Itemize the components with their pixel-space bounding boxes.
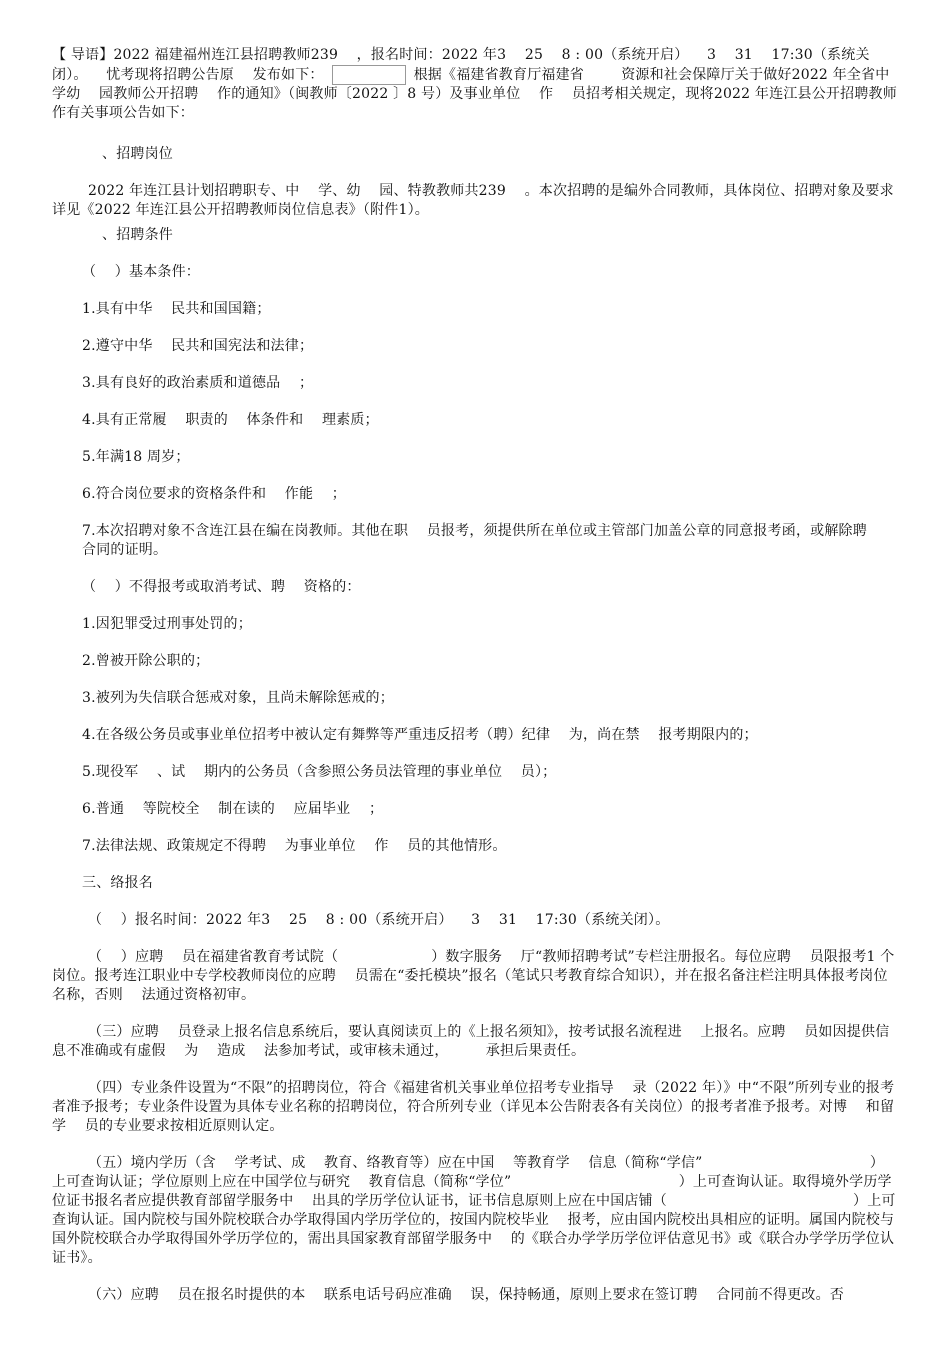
- list-item: （ ）报名时间：2022 年3 25 8 : 00（系统开启） 3 31 17:30（系统关闭）。: [88, 912, 670, 928]
- list-item: 5.现役军 、试 期内的公务员（含参照公务员法管理的事业单位 员）；: [82, 764, 557, 780]
- section-heading: 、招聘条件: [102, 227, 173, 243]
- intro-paragraph: [52, 46, 916, 123]
- body-paragraph: （ ）应聘 员在福建省教育考试院（ ）数字服务 厅“教师招聘考试”专栏注册报名。每位应聘 员限报考1 个岗位。报考连江职业中专学校教师岗位的应聘 员需在“委托模块”报名（笔试只考教育综合知识），并在报名备注栏注明具体报考岗位名称，否则 法通过资格初审。: [52, 949, 895, 1003]
- notice-sections: [52, 145, 898, 1305]
- list-item: 2.遵守中华 民共和国宪法和法律；: [82, 338, 314, 354]
- list-item: 3.具有良好的政治素质和道德品 ；: [82, 375, 314, 391]
- list-item: 三、络报名: [82, 875, 153, 891]
- list-item: （ ）基本条件：: [82, 264, 201, 280]
- list-item: 5.年满18 周岁；: [82, 449, 190, 465]
- image-placeholder: [332, 65, 406, 85]
- list-item: （ ）不得报考或取消考试、聘 资格的：: [82, 579, 361, 595]
- intro-text-2: 根据《福建省教育厅福建省 资源和社会保障厅关于做好2022 年全省中 学幼 园教师公开招聘 作的通知》（闽教师〔2022 〕8 号）及事业单位 作 员招考相关规定，现将2022 年连江县公开招聘教师 作有关事项公告如下：: [52, 67, 916, 121]
- list-item: 7.法律法规、政策规定不得聘 为事业单位 作 员的其他情形。: [82, 838, 507, 854]
- intro-text-1: 【 导语】2022 福建福州连江县招聘教师239 ，报名时间：2022 年3 25 8 : 00（系统开启） 3 31 17:30（系统关闭）。 忧考现将招聘公告原 发布如下：: [52, 47, 870, 83]
- list-item: 4.具有正常履 职责的 体条件和 理素质；: [82, 412, 379, 428]
- list-item: 4.在各级公务员或事业单位招考中被认定有舞弊等严重违反招考（聘）纪律 为，尚在禁 报考期限内的；: [82, 727, 758, 743]
- body-paragraph: 2022 年连江县计划招聘职专、中 学、幼 园、特教教师共239 。本次招聘的是编外合同教师，具体岗位、招聘对象及要求详见《2022 年连江县公开招聘教师岗位信息表》（附件1）。: [52, 183, 894, 218]
- list-item: 3.被列为失信联合惩戒对象，且尚未解除惩戒的；: [82, 690, 394, 706]
- list-item: 2.曾被开除公职的；: [82, 653, 210, 669]
- list-item: 1.因犯罪受过刑事处罚的；: [82, 616, 252, 632]
- list-item: 6.普通 等院校全 制在读的 应届毕业 ；: [82, 801, 384, 817]
- body-paragraph: （四）专业条件设置为“不限”的招聘岗位，符合《福建省机关事业单位招考专业指导 录（2022 年）》中“不限”所列专业的报考者准予报考；专业条件设置为具体专业名称的招聘岗位，符合所列专业（详见本公告附表各有关岗位）的报考者准予报考。对博 和留学 员的专业要求按相近原则认定。: [52, 1080, 895, 1134]
- body-paragraph: （六）应聘 员在报名时提供的本 联系电话号码应准确 误，保持畅通，原则上要求在签订聘 合同前不得更改。否: [88, 1287, 844, 1303]
- section-heading: 、招聘岗位: [102, 146, 173, 162]
- body-paragraph: （五）境内学历（含 学考试、成 教育、络教育等）应在中国 等教育学 信息（简称“学信” ）上可查询认证；学位原则上应在中国学位与研究 教育信息（简称“学位” ）上可查询认证。取得境外学历学位证书报名者应提供教育部留学服务中 出具的学历学位认证书，证书信息原则上应在中国店铺（ ）上可查询认证。国内院校与国外院校联合办学取得国内学历学位的，按国内院校毕业 报考，应由国内院校出具相应的证明。属国内院校与国外院校联合办学取得国外学历学位的，需出具国家教育部留学服务中 的《联合办学学历学位评估意见书》或《联合办学学历学位认证书》。: [52, 1155, 896, 1266]
- document-body: [52, 46, 916, 1305]
- list-item: 6.符合岗位要求的资格条件和 作能 ；: [82, 486, 346, 502]
- body-paragraph: （三）应聘 员登录上报名信息系统后，要认真阅读页上的《上报名须知》，按考试报名流程进 上报名。应聘 员如因提供信息不准确或有虚假 为 造成 法参加考试，或审核未通过， 承担后果责任。: [52, 1024, 890, 1059]
- list-item: 1.具有中华 民共和国国籍；: [82, 301, 271, 317]
- list-item: 7.本次招聘对象不含连江县在编在岗教师。其他在职 员报考，须提供所在单位或主管部门加盖公章的同意报考函，或解除聘 合同的证明。: [82, 523, 886, 558]
